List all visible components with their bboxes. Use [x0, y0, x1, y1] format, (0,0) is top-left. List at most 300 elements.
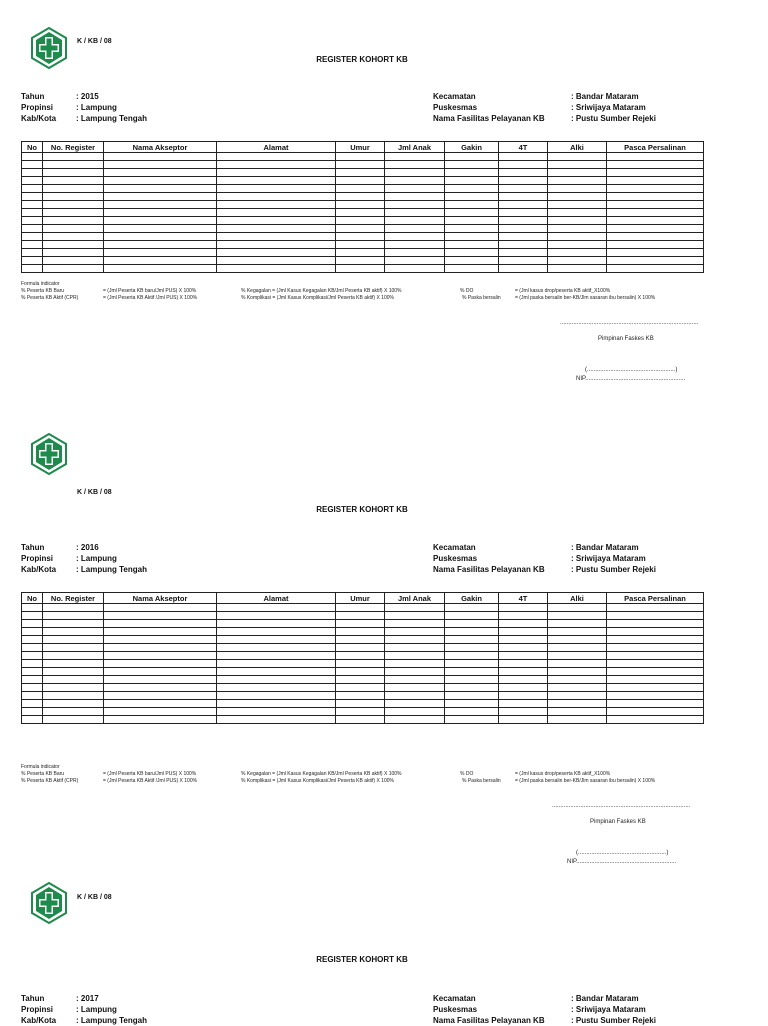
table-cell — [385, 708, 445, 716]
table-cell — [548, 692, 607, 700]
table-cell — [607, 628, 704, 636]
table-cell — [22, 153, 43, 161]
register-table — [21, 592, 704, 724]
table-cell — [104, 249, 217, 257]
table-cell — [548, 153, 607, 161]
table-row — [22, 209, 704, 217]
table-row — [22, 217, 704, 225]
table-cell — [22, 644, 43, 652]
table-cell — [336, 636, 385, 644]
table-row — [22, 644, 704, 652]
col-no-register: No. Register — [43, 142, 104, 153]
table-cell — [385, 628, 445, 636]
table-cell — [607, 201, 704, 209]
form-code: K / KB / 08 — [77, 489, 112, 496]
table-cell — [607, 716, 704, 724]
table-row — [22, 257, 704, 265]
table-cell — [336, 684, 385, 692]
table-cell — [217, 620, 336, 628]
label-tahun: Tahun — [21, 543, 45, 552]
form-code: K / KB / 08 — [77, 38, 112, 45]
label-puskesmas: Puskesmas — [433, 1005, 478, 1014]
table-cell — [104, 684, 217, 692]
table-cell — [22, 668, 43, 676]
table-cell — [385, 153, 445, 161]
table-cell — [104, 628, 217, 636]
value-puskesmas: : Sriwijaya Mataram — [571, 103, 646, 112]
value-kecamatan: : Bandar Mataram — [571, 543, 639, 552]
table-row — [22, 652, 704, 660]
table-cell — [548, 233, 607, 241]
table-cell — [607, 700, 704, 708]
table-cell — [385, 676, 445, 684]
table-cell — [548, 660, 607, 668]
col-4t: 4T — [499, 142, 548, 153]
table-cell — [22, 604, 43, 612]
col-jml-anak: Jml Anak — [385, 593, 445, 604]
col-nama-akseptor: Nama Akseptor — [104, 142, 217, 153]
table-cell — [22, 185, 43, 193]
table-cell — [445, 241, 499, 249]
table-cell — [336, 644, 385, 652]
table-cell — [43, 700, 104, 708]
label-kecamatan: Kecamatan — [433, 543, 476, 552]
table-cell — [445, 193, 499, 201]
table-cell — [22, 684, 43, 692]
label-puskesmas: Puskesmas — [433, 103, 478, 112]
table-cell — [22, 700, 43, 708]
table-cell — [104, 233, 217, 241]
form-title: REGISTER KOHORT KB — [316, 505, 408, 514]
table-cell — [607, 225, 704, 233]
table-cell — [104, 201, 217, 209]
table-row — [22, 201, 704, 209]
table-row — [22, 233, 704, 241]
table-cell — [336, 660, 385, 668]
table-cell — [43, 668, 104, 676]
table-cell — [385, 209, 445, 217]
table-cell — [385, 644, 445, 652]
table-cell — [607, 217, 704, 225]
table-cell — [548, 177, 607, 185]
table-cell — [499, 612, 548, 620]
table-cell — [607, 660, 704, 668]
table-cell — [104, 225, 217, 233]
table-cell — [385, 169, 445, 177]
table-cell — [499, 628, 548, 636]
table-row — [22, 668, 704, 676]
table-cell — [217, 612, 336, 620]
formula-text: = (Jml Peserta KB baru/Jml PUS) X 100% — [103, 288, 197, 294]
col-jml-anak: Jml Anak — [385, 142, 445, 153]
table-cell — [217, 209, 336, 217]
col-no: No — [22, 593, 43, 604]
table-row — [22, 161, 704, 169]
table-cell — [43, 628, 104, 636]
table-cell — [445, 225, 499, 233]
table-cell — [385, 233, 445, 241]
table-cell — [499, 604, 548, 612]
table-row — [22, 169, 704, 177]
table-cell — [217, 636, 336, 644]
col-umur: Umur — [336, 142, 385, 153]
table-cell — [548, 652, 607, 660]
header-right — [433, 542, 656, 575]
table-row — [22, 185, 704, 193]
table-cell — [336, 716, 385, 724]
formula-label: % Peserta KB Baru — [21, 771, 65, 777]
table-cell — [499, 716, 548, 724]
table-cell — [336, 692, 385, 700]
table-cell — [217, 708, 336, 716]
table-cell — [499, 265, 548, 273]
col-pasca-persalinan: Pasca Persalinan — [607, 593, 704, 604]
table-cell — [22, 249, 43, 257]
table-cell — [445, 209, 499, 217]
col-alki: Alki — [548, 593, 607, 604]
table-cell — [548, 612, 607, 620]
table-cell — [445, 652, 499, 660]
table-cell — [336, 185, 385, 193]
table-cell — [385, 612, 445, 620]
signature-title: Pimpinan Faskes KB — [598, 336, 654, 342]
register-table — [21, 141, 704, 273]
table-cell — [217, 652, 336, 660]
table-cell — [445, 161, 499, 169]
table-cell — [548, 676, 607, 684]
label-tahun: Tahun — [21, 92, 45, 101]
table-cell — [104, 193, 217, 201]
col-alamat: Alamat — [217, 593, 336, 604]
table-cell — [548, 265, 607, 273]
table-cell — [43, 177, 104, 185]
table-cell — [104, 708, 217, 716]
table-cell — [217, 169, 336, 177]
table-cell — [104, 716, 217, 724]
table-row — [22, 676, 704, 684]
table-cell — [336, 241, 385, 249]
table-cell — [445, 628, 499, 636]
table-cell — [43, 265, 104, 273]
table-cell — [104, 161, 217, 169]
table-cell — [548, 716, 607, 724]
table-cell — [104, 652, 217, 660]
value-kecamatan: : Bandar Mataram — [571, 994, 639, 1003]
table-cell — [499, 201, 548, 209]
table-cell — [43, 233, 104, 241]
table-cell — [43, 257, 104, 265]
table-cell — [43, 708, 104, 716]
table-row — [22, 612, 704, 620]
table-cell — [445, 708, 499, 716]
table-cell — [43, 209, 104, 217]
table-cell — [607, 668, 704, 676]
table-cell — [499, 636, 548, 644]
col-alamat: Alamat — [217, 142, 336, 153]
table-cell — [43, 161, 104, 169]
table-cell — [385, 177, 445, 185]
table-cell — [607, 620, 704, 628]
table-cell — [336, 177, 385, 185]
table-cell — [43, 241, 104, 249]
table-cell — [548, 620, 607, 628]
value-propinsi: : Lampung — [76, 103, 117, 112]
value-fasilitas: : Pustu Sumber Rejeki — [571, 114, 656, 123]
table-cell — [22, 169, 43, 177]
col-4t: 4T — [499, 593, 548, 604]
table-cell — [104, 604, 217, 612]
table-cell — [43, 169, 104, 177]
table-cell — [43, 249, 104, 257]
table-cell — [336, 668, 385, 676]
table-cell — [385, 684, 445, 692]
table-cell — [217, 217, 336, 225]
label-propinsi: Propinsi — [21, 103, 54, 112]
table-row — [22, 193, 704, 201]
signature-name: (.....................................................) — [585, 367, 678, 373]
table-cell — [217, 684, 336, 692]
table-cell — [217, 660, 336, 668]
value-puskesmas: : Sriwijaya Mataram — [571, 1005, 646, 1014]
formula-text: = (Jml paska bersalin ber-KB/Jlm sasaran ibu bersalin) X 100% — [515, 295, 656, 301]
table-cell — [385, 201, 445, 209]
value-propinsi: : Lampung — [76, 1005, 117, 1014]
table-cell — [445, 716, 499, 724]
table-cell — [445, 676, 499, 684]
table-cell — [217, 177, 336, 185]
table-cell — [499, 193, 548, 201]
table-cell — [22, 676, 43, 684]
label-fasilitas: Nama Fasilitas Pelayanan KB — [433, 565, 545, 574]
table-cell — [385, 668, 445, 676]
table-cell — [217, 644, 336, 652]
formula-text: = (Jml Peserta KB baru/Jml PUS) X 100% — [103, 771, 197, 777]
table-cell — [336, 201, 385, 209]
table-cell — [22, 660, 43, 668]
table-row — [22, 265, 704, 273]
table-cell — [336, 217, 385, 225]
table-cell — [104, 177, 217, 185]
form-title: REGISTER KOHORT KB — [316, 955, 408, 964]
table-cell — [336, 153, 385, 161]
table-cell — [548, 628, 607, 636]
table-cell — [385, 241, 445, 249]
table-cell — [22, 265, 43, 273]
table-cell — [104, 257, 217, 265]
table-row — [22, 604, 704, 612]
table-cell — [499, 249, 548, 257]
formula-text: = (Jml Peserta KB Aktif /Jml PUS) X 100% — [103, 295, 198, 301]
table-cell — [336, 628, 385, 636]
table-row — [22, 628, 704, 636]
table-cell — [445, 153, 499, 161]
table-cell — [217, 161, 336, 169]
label-tahun: Tahun — [21, 994, 45, 1003]
table-cell — [385, 652, 445, 660]
table-cell — [336, 708, 385, 716]
formula-heading: Formula indicator — [21, 281, 60, 287]
table-cell — [445, 612, 499, 620]
table-cell — [43, 652, 104, 660]
table-cell — [607, 233, 704, 241]
signature-title: Pimpinan Faskes KB — [590, 819, 646, 825]
formula-text: % Kegagalan = (Jml Kasus Kegagalan KB/Jml Peserta KB aktif) X 100% — [241, 771, 402, 777]
table-cell — [445, 177, 499, 185]
table-row — [22, 177, 704, 185]
table-cell — [22, 161, 43, 169]
signature-nip: NIP............................................................ — [567, 859, 677, 865]
label-kecamatan: Kecamatan — [433, 92, 476, 101]
table-cell — [445, 644, 499, 652]
table-cell — [43, 217, 104, 225]
table-cell — [22, 177, 43, 185]
table-cell — [445, 233, 499, 241]
table-cell — [43, 692, 104, 700]
table-cell — [43, 684, 104, 692]
table-cell — [104, 612, 217, 620]
table-cell — [445, 668, 499, 676]
table-cell — [499, 708, 548, 716]
value-propinsi: : Lampung — [76, 554, 117, 563]
table-cell — [548, 636, 607, 644]
header-right — [433, 91, 656, 124]
value-kabkota: : Lampung Tengah — [76, 1016, 147, 1025]
table-cell — [22, 612, 43, 620]
table-cell — [499, 161, 548, 169]
table-cell — [385, 604, 445, 612]
signature-nip: NIP............................................................ — [576, 376, 686, 382]
table-cell — [499, 169, 548, 177]
table-cell — [499, 644, 548, 652]
table-cell — [104, 692, 217, 700]
table-cell — [548, 604, 607, 612]
table-cell — [548, 201, 607, 209]
value-tahun: : 2017 — [76, 994, 99, 1003]
table-cell — [548, 668, 607, 676]
table-cell — [607, 604, 704, 612]
table-cell — [385, 716, 445, 724]
table-cell — [22, 636, 43, 644]
table-cell — [499, 700, 548, 708]
table-cell — [499, 177, 548, 185]
table-cell — [445, 257, 499, 265]
label-kabkota: Kab/Kota — [21, 565, 57, 574]
formula-label: % Peserta KB Aktif (CPR) — [21, 295, 79, 301]
formula-label: % DO — [460, 771, 474, 777]
table-cell — [385, 692, 445, 700]
table-cell — [607, 209, 704, 217]
table-cell — [43, 201, 104, 209]
col-nama-akseptor: Nama Akseptor — [104, 593, 217, 604]
table-cell — [104, 217, 217, 225]
table-cell — [104, 700, 217, 708]
table-row — [22, 620, 704, 628]
table-cell — [217, 185, 336, 193]
table-cell — [607, 708, 704, 716]
table-cell — [104, 620, 217, 628]
table-cell — [499, 225, 548, 233]
table-cell — [385, 636, 445, 644]
table-row — [22, 716, 704, 724]
table-cell — [445, 604, 499, 612]
table-cell — [43, 612, 104, 620]
col-gakin: Gakin — [445, 593, 499, 604]
table-cell — [445, 636, 499, 644]
value-tahun: : 2015 — [76, 92, 99, 101]
table-cell — [217, 628, 336, 636]
table-cell — [336, 257, 385, 265]
table-cell — [217, 265, 336, 273]
table-cell — [217, 716, 336, 724]
table-cell — [499, 676, 548, 684]
signature-dots: ................................................................................... — [552, 803, 691, 809]
table-cell — [499, 233, 548, 241]
formula-text: % Komplikasi = (Jml Kasus Komplikasi/Jml Peserta KB aktif) X 100% — [241, 778, 394, 784]
table-cell — [22, 692, 43, 700]
table-cell — [385, 161, 445, 169]
table-cell — [336, 612, 385, 620]
col-no-register: No. Register — [43, 593, 104, 604]
table-cell — [548, 161, 607, 169]
value-puskesmas: : Sriwijaya Mataram — [571, 554, 646, 563]
table-cell — [607, 161, 704, 169]
table-row — [22, 153, 704, 161]
table-row — [22, 684, 704, 692]
table-cell — [104, 644, 217, 652]
table-cell — [385, 620, 445, 628]
table-cell — [104, 636, 217, 644]
table-row — [22, 660, 704, 668]
table-header-row — [22, 142, 704, 153]
table-cell — [104, 153, 217, 161]
table-cell — [336, 249, 385, 257]
table-cell — [43, 153, 104, 161]
table-cell — [385, 265, 445, 273]
table-cell — [548, 217, 607, 225]
header-left — [21, 993, 147, 1026]
table-cell — [445, 217, 499, 225]
table-cell — [385, 185, 445, 193]
table-cell — [217, 193, 336, 201]
table-cell — [548, 257, 607, 265]
table-cell — [607, 193, 704, 201]
table-cell — [499, 668, 548, 676]
table-cell — [217, 257, 336, 265]
table-cell — [548, 209, 607, 217]
table-cell — [607, 644, 704, 652]
table-cell — [217, 668, 336, 676]
table-cell — [43, 620, 104, 628]
formula-heading: Formula indicator — [21, 764, 60, 770]
formula-text: = (Jml kasus drop/peserta KB aktif_X100% — [515, 771, 611, 777]
table-cell — [22, 193, 43, 201]
table-cell — [104, 660, 217, 668]
table-cell — [499, 153, 548, 161]
table-cell — [217, 692, 336, 700]
value-kecamatan: : Bandar Mataram — [571, 92, 639, 101]
table-cell — [385, 193, 445, 201]
table-cell — [548, 241, 607, 249]
table-cell — [445, 692, 499, 700]
table-cell — [336, 225, 385, 233]
formula-text: % Kegagalan = (Jml Kasus Kegagalan KB/Jml Peserta KB aktif) X 100% — [241, 288, 402, 294]
table-header-row — [22, 593, 704, 604]
table-cell — [499, 209, 548, 217]
table-cell — [22, 628, 43, 636]
table-row — [22, 225, 704, 233]
table-cell — [445, 169, 499, 177]
table-cell — [548, 684, 607, 692]
